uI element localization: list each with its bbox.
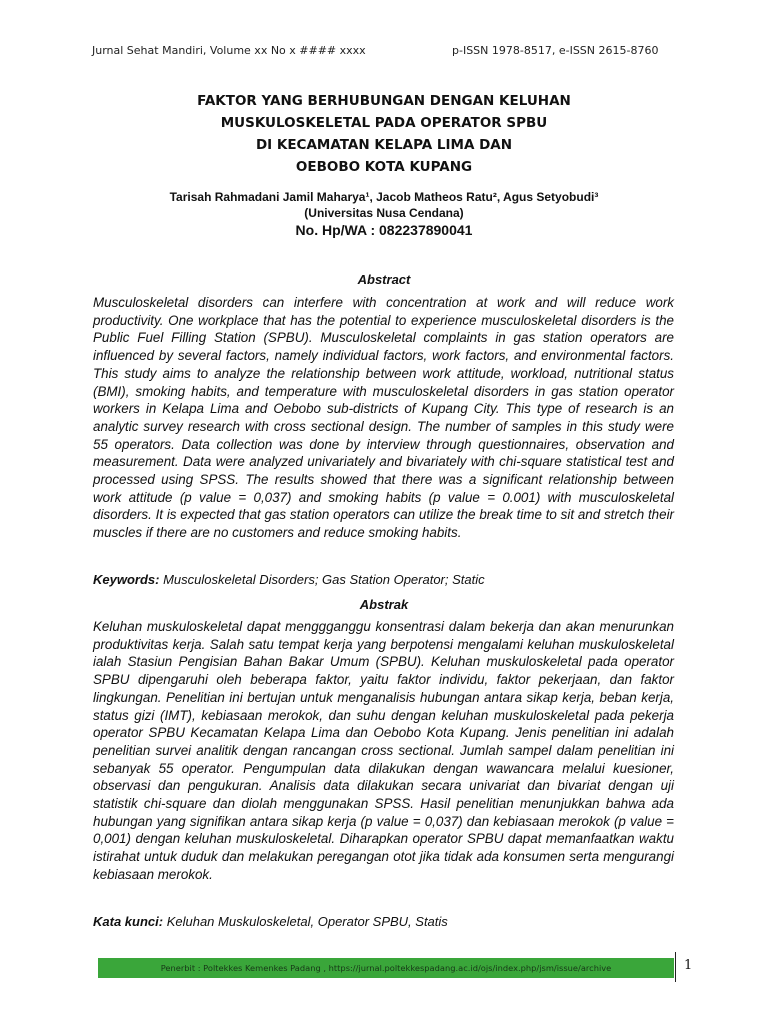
keywords-label: Keywords:	[93, 572, 160, 587]
running-header	[0, 44, 768, 60]
affiliation: (Universitas Nusa Cendana)	[304, 206, 464, 220]
title-line: OEBOBO KOTA KUPANG	[295, 159, 473, 175]
title-line: FAKTOR YANG BERHUBUNGAN DENGAN KELUHAN	[197, 93, 571, 109]
kata-kunci-value: Keluhan Muskuloskeletal, Operator SPBU, Statis	[166, 914, 448, 929]
journal-info: Jurnal Sehat Mandiri, Volume xx No x #### xxxx	[92, 44, 366, 57]
page-number: 1	[684, 958, 693, 973]
contact-number: No. Hp/WA : 082237890041	[295, 222, 473, 238]
keywords-line	[93, 572, 683, 587]
kata-kunci-line	[93, 914, 683, 929]
issn-info: p-ISSN 1978-8517, e-ISSN 2615-8760	[452, 44, 659, 57]
abstract-heading: Abstract	[357, 272, 411, 287]
kata-kunci-label: Kata kunci:	[93, 914, 164, 929]
paper-title	[120, 90, 648, 178]
author-list: Tarisah Rahmadani Jamil Maharya¹, Jacob Matheos Ratu², Agus Setyobudi³	[169, 190, 599, 204]
title-line: MUSKULOSKELETAL PADA OPERATOR SPBU	[220, 115, 548, 131]
footer-divider	[675, 952, 676, 982]
abstrak-heading: Abstrak	[359, 597, 409, 612]
keywords-value: Musculoskeletal Disorders; Gas Station Operator; Static	[163, 572, 485, 587]
publisher-link[interactable]: Penerbit : Poltekkes Kemenkes Padang , https://jurnal.poltekkespadang.ac.id/ojs/index.php/jsm/issue/archive	[160, 963, 612, 973]
title-line: DI KECAMATAN KELAPA LIMA DAN	[255, 137, 513, 153]
abstract-body: Musculoskeletal disorders can interfere with concentration at work and will reduce work productivity. One workplace that has the potential to experience musculoskeletal disorders is the Public Fuel Filling Station (SPBU). Musculoskeletal complaints in gas station operators are influenced by several factors, namely individual factors, work factors, and environmental factors. This study aims to analyze the relationship between work attitude, workload, nutritional status (BMI), smoking habits, and temperature with musculoskeletal disorders in gas station operator workers in Kelapa Lima and Oebobo sub-districts of Kupang City. This type of research is an analytic survey research with cross sectional design. The number of samples in this study were 55 operators. Data collection was done by interview through questionnaires, observation and measurement. Data were analyzed univariately and bivariately with chi-square statistical test and processed using SPSS. The results showed that there was a significant relationship between work attitude (p value = 0,037) and smoking habits (p value = 0.001) with musculoskeletal disorders. It is expected that gas station operators can utilize the break time to sit and stretch their muscles if there are no customers and reduce smoking habits.	[93, 295, 674, 541]
abstrak-body: Keluhan muskuloskeletal dapat menggganggu konsentrasi dalam bekerja dan akan menurunkan produktivitas kerja. Salah satu tempat kerja yang berpotensi mengalami keluhan muskuloskeletal ialah Stasiun Pengisian Bahan Bakar Umum (SPBU). Keluhan muskuloskeletal pada operator SPBU dipengaruhi oleh beberapa faktor, yaitu faktor individu, faktor pekerjaan, dan faktor lingkungan. Penelitian ini bertujan untuk menganalisis hubungan antara sikap kerja, beban kerja, status gizi (IMT), kebiasaan merokok, dan suhu dengan keluhan muskuloskeletal pada pekerja operator SPBU Kecamatan Kelapa Lima dan Oebobo Kota Kupang. Jenis penelitian ini adalah penelitian survei analitik dengan rancangan cross sectional. Jumlah sampel dalam penelitian ini sebanyak 55 operator. Pengumpulan data dilakukan dengan wawancara melalui kuesioner, observasi dan pengukuran. Analisis data dilakukan secara univariat dan bivariat dengan uji statistik chi-square dan diolah menggunakan SPSS. Hasil penelitian menunjukkan bahwa ada hubungan yang signifikan antara sikap kerja (p value = 0,037) dan kebiasaan merokok (p value = 0,001) dengan keluhan muskuloskeletal. Diharapkan operator SPBU dapat memanfaatkan waktu istirahat untuk duduk dan melakukan peregangan otot jika tidak ada konsumen serta mengurangi kebiasaan merokok.	[93, 619, 674, 882]
